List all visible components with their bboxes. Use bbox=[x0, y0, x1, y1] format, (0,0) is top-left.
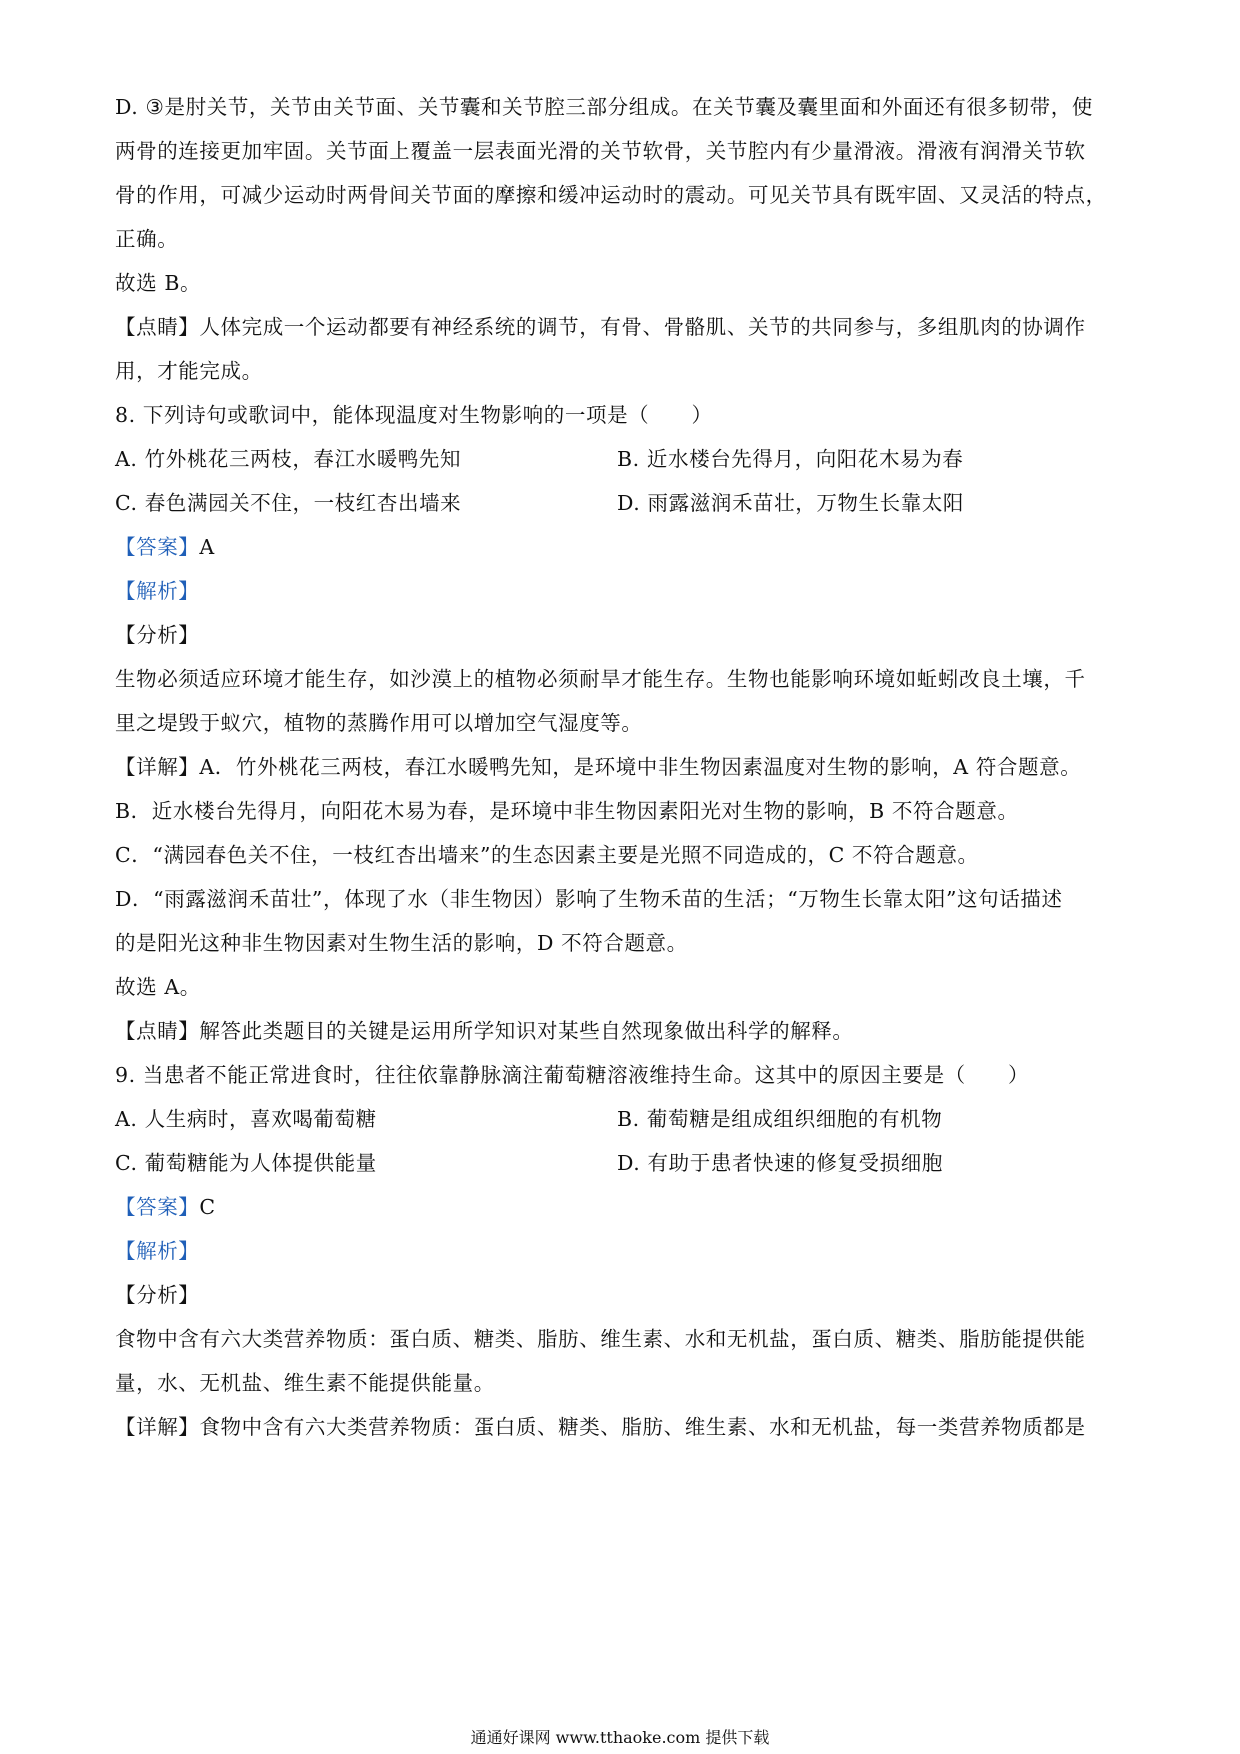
prev-tip-line-1 bbox=[115, 312, 1135, 342]
q8-detail-line-1 bbox=[115, 752, 1135, 782]
prev-conclusion: 故选 B。 bbox=[115, 271, 202, 295]
q8-option-a: A. 竹外桃花三两枝，春江水暖鸭先知 bbox=[115, 447, 462, 471]
q8-fenxi-label: 【分析】 bbox=[115, 623, 200, 647]
q9-option-d: D. 有助于患者快速的修复受损细胞 bbox=[617, 1151, 943, 1175]
q8-analysis-label: 【解析】 bbox=[115, 579, 200, 603]
q9-option-b: B. 葡萄糖是组成组织细胞的有机物 bbox=[617, 1107, 943, 1131]
prev-line-1: D. ③是肘关节，关节由关节面、关节囊和关节腔三部分组成。在关节囊及囊里面和外面还有很多韧带，使 bbox=[115, 95, 1093, 119]
q8-option-c: C. 春色满园关不住，一枝红杏出墙来 bbox=[115, 491, 462, 515]
q9-stem: 9. 当患者不能正常进食时，往往依靠静脉滴注葡萄糖溶液维持生命。这其中的原因主要是（ ） bbox=[115, 1063, 1030, 1087]
q8-answer bbox=[115, 532, 1135, 562]
q9-fenxi-line-2: 量，水、无机盐、维生素不能提供能量。 bbox=[115, 1371, 495, 1395]
q8-detail-text-1: A．竹外桃花三两枝，春江水暖鸭先知，是环境中非生物因素温度对生物的影响，A 符合题意。 bbox=[199, 755, 1082, 779]
q8-detail-line-4: D．“雨露滋润禾苗壮”，体现了水（非生物因）影响了生物禾苗的生活；“万物生长靠太阳”这句话描述 bbox=[115, 887, 1063, 911]
q8-fenxi-line-2: 里之堤毁于蚁穴，植物的蒸腾作用可以增加空气湿度等。 bbox=[115, 711, 643, 735]
q9-analysis-label: 【解析】 bbox=[115, 1239, 200, 1263]
prev-line-4: 正确。 bbox=[115, 227, 179, 251]
q8-detail-line-3: C．“满园春色关不住，一枝红杏出墙来”的生态因素主要是光照不同造成的，C 不符合题意。 bbox=[115, 843, 979, 867]
q9-option-a: A. 人生病时，喜欢喝葡萄糖 bbox=[115, 1107, 377, 1131]
prev-tip-label: 【点睛】 bbox=[115, 315, 200, 339]
q8-option-d: D. 雨露滋润禾苗壮，万物生长靠太阳 bbox=[617, 491, 965, 515]
prev-tip-line-2: 用，才能完成。 bbox=[115, 359, 263, 383]
prev-line-2: 两骨的连接更加牢固。关节面上覆盖一层表面光滑的关节软骨，关节腔内有少量滑液。滑液有润滑关节软 bbox=[115, 139, 1086, 163]
q8-stem: 8. 下列诗句或歌词中，能体现温度对生物影响的一项是（ ） bbox=[115, 403, 713, 427]
q8-tip bbox=[115, 1016, 1135, 1046]
q9-detail-text: 食物中含有六大类营养物质：蛋白质、糖类、脂肪、维生素、水和无机盐，每一类营养物质都是 bbox=[199, 1415, 1086, 1439]
q9-answer-label: 【答案】 bbox=[115, 1195, 200, 1219]
q8-detail-line-5: 的是阳光这种非生物因素对生物生活的影响，D 不符合题意。 bbox=[115, 931, 688, 955]
q8-option-b: B. 近水楼台先得月，向阳花木易为春 bbox=[617, 447, 964, 471]
q8-conclusion: 故选 A。 bbox=[115, 975, 201, 999]
q9-fenxi-line-1: 食物中含有六大类营养物质：蛋白质、糖类、脂肪、维生素、水和无机盐，蛋白质、糖类、脂肪能提供能 bbox=[115, 1327, 1086, 1351]
q9-fenxi-label: 【分析】 bbox=[115, 1283, 200, 1307]
q8-tip-text: 解答此类题目的关键是运用所学知识对某些自然现象做出科学的解释。 bbox=[199, 1019, 854, 1043]
q9-answer-value: C bbox=[199, 1195, 216, 1219]
prev-tip-text: 人体完成一个运动都要有神经系统的调节，有骨、骨骼肌、关节的共同参与，多组肌肉的协调作 bbox=[199, 315, 1086, 339]
q8-detail-label: 【详解】 bbox=[115, 755, 200, 779]
page-footer: 通通好课网 www.tthaoke.com 提供下载 bbox=[470, 1728, 770, 1747]
q9-detail bbox=[115, 1412, 1135, 1442]
q8-detail-line-2: B．近水楼台先得月，向阳花木易为春，是环境中非生物因素阳光对生物的影响，B 不符合题意。 bbox=[115, 799, 1019, 823]
q9-detail-label: 【详解】 bbox=[115, 1415, 200, 1439]
q8-answer-label: 【答案】 bbox=[115, 535, 200, 559]
q8-fenxi-line-1: 生物必须适应环境才能生存，如沙漠上的植物必须耐旱才能生存。生物也能影响环境如蚯蚓改良土壤，千 bbox=[115, 667, 1086, 691]
q8-tip-label: 【点睛】 bbox=[115, 1019, 200, 1043]
q8-answer-value: A bbox=[199, 535, 215, 559]
prev-line-3: 骨的作用，可减少运动时两骨间关节面的摩擦和缓冲运动时的震动。可见关节具有既牢固、又灵活的特点， bbox=[115, 183, 1107, 207]
q9-option-c: C. 葡萄糖能为人体提供能量 bbox=[115, 1151, 377, 1175]
q9-answer bbox=[115, 1192, 1135, 1222]
